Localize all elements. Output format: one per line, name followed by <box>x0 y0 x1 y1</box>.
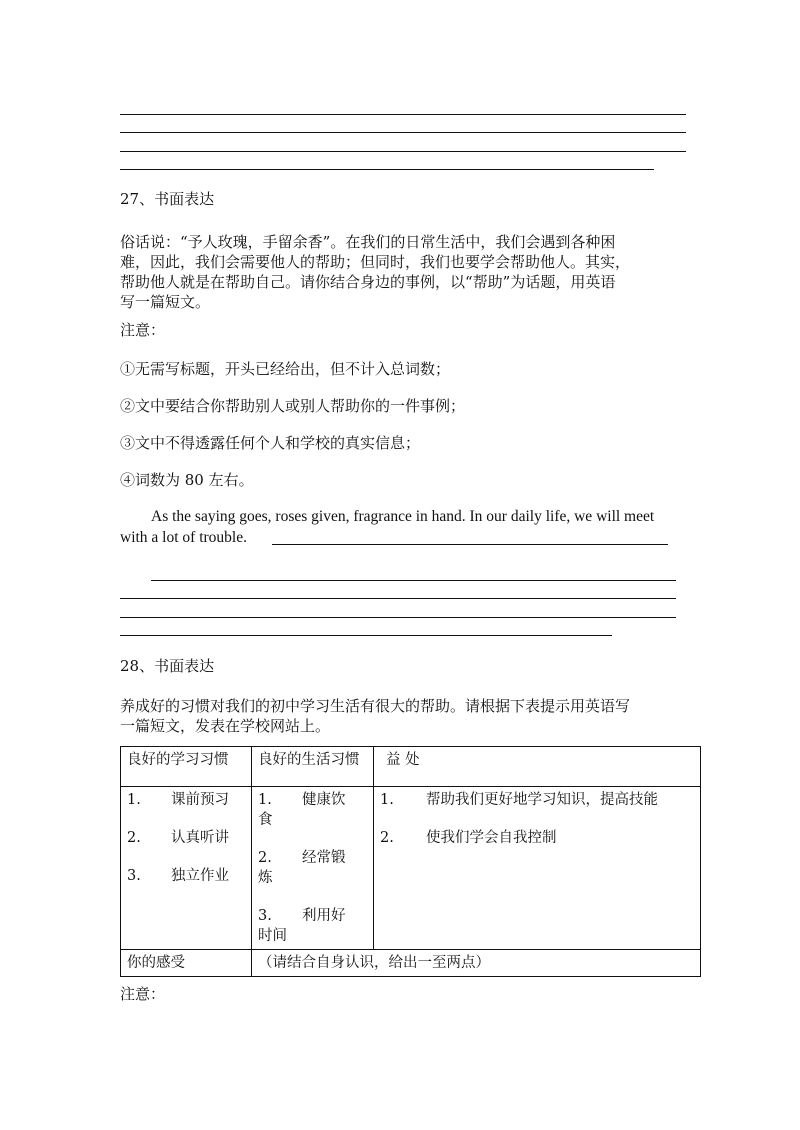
answer-line <box>120 169 654 170</box>
q27-note: ②文中要结合你帮助别人或别人帮助你的一件事例； <box>120 397 466 415</box>
answer-line <box>120 114 686 115</box>
habits-table <box>120 746 701 977</box>
list-item: 1. 健康饮 <box>258 792 346 808</box>
answer-line <box>272 544 668 545</box>
q27-start-sentence: As the saying goes, roses given, fragrance in hand. In our daily life, we will meet <box>151 508 655 525</box>
list-item-cont: 时间 <box>258 928 287 944</box>
q27-prompt-line: 难，因此，我们会需要他人的帮助；但同时，我们也要学会帮助他人。其实， <box>120 253 631 271</box>
feeling-hint: （请结合自身认识，给出一至两点） <box>252 950 701 977</box>
header-study-habits: 良好的学习习惯 <box>121 747 252 787</box>
q28-heading: 28、书面表达 <box>120 657 215 675</box>
answer-line <box>120 598 676 599</box>
header-life-habits: 良好的生活习惯 <box>252 747 374 787</box>
list-item: 2. 使我们学会自我控制 <box>380 830 557 846</box>
answer-line <box>120 635 612 636</box>
study-habits-cell <box>121 787 252 950</box>
list-item-cont: 食 <box>258 812 273 828</box>
q28-prompt-line: 养成好的习惯对我们的初中学习生活有很大的帮助。请根据下表提示用英语写 <box>120 697 631 715</box>
q28-prompt-line: 一篇短文，发表在学校网站上。 <box>120 717 331 735</box>
q27-heading: 27、书面表达 <box>120 190 215 208</box>
answer-line <box>151 580 676 581</box>
feeling-row <box>121 950 701 977</box>
life-habits-cell <box>252 787 374 950</box>
answer-line <box>120 132 686 133</box>
benefits-cell <box>374 787 701 950</box>
header-benefits: 益 处 <box>374 747 701 787</box>
answer-line <box>120 151 686 152</box>
list-item: 3. 独立作业 <box>127 868 229 884</box>
table-row <box>121 787 701 950</box>
q27-prompt-line: 俗话说：“予人玫瑰，手留余香”。在我们的日常生活中，我们会遇到各种困 <box>120 233 616 251</box>
list-item: 1. 帮助我们更好地学习知识，提高技能 <box>380 792 658 808</box>
list-item: 2. 认真听讲 <box>127 830 229 846</box>
q27-start-sentence-cont: with a lot of trouble. <box>120 529 247 546</box>
q27-note-label: 注意： <box>120 321 166 339</box>
q27-note: ④词数为 80 左右。 <box>120 471 254 489</box>
list-item: 1. 课前预习 <box>127 792 229 808</box>
list-item: 3. 利用好 <box>258 908 346 924</box>
list-item-cont: 炼 <box>258 870 273 886</box>
q27-prompt-line: 帮助他人就是在帮助自己。请你结合身边的事例，以“帮助”为话题，用英语 <box>120 273 616 291</box>
answer-line <box>120 617 676 618</box>
q28-note-label: 注意： <box>120 985 166 1003</box>
table-header-row <box>121 747 701 787</box>
q27-note: ③文中不得透露任何个人和学校的真实信息； <box>120 434 421 452</box>
q27-prompt-line: 写一篇短文。 <box>120 293 211 311</box>
q27-note: ①无需写标题，开头已经给出，但不计入总词数； <box>120 360 451 378</box>
feeling-label: 你的感受 <box>121 950 252 977</box>
list-item: 2. 经常锻 <box>258 850 346 866</box>
